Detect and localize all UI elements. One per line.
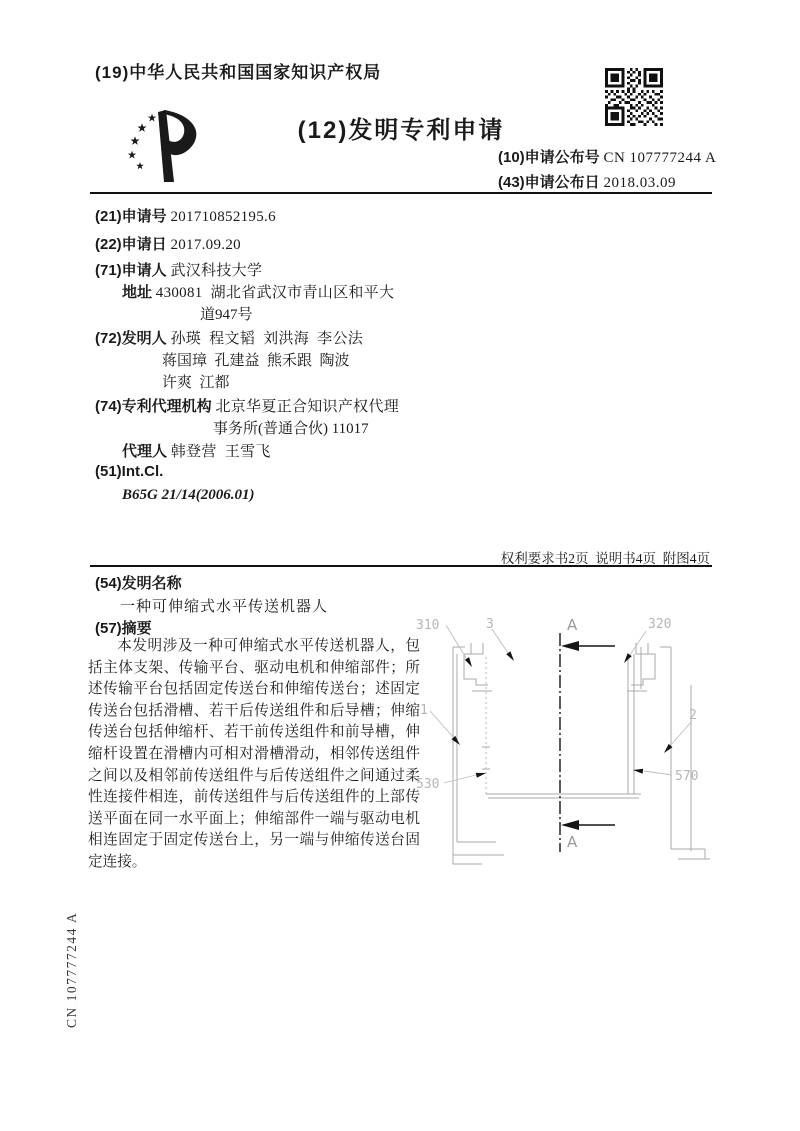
address-line1: 430081 湖北省武汉市青山区和平大 (155, 285, 395, 301)
invention-title: 一种可伸缩式水平传送机器人 (120, 599, 329, 615)
agency-label: (74)专利代理机构 (95, 398, 212, 415)
section-divider (90, 565, 712, 567)
inventors-row (95, 327, 363, 348)
header-divider (90, 192, 712, 194)
inventors-line3: 许爽 江都 (162, 375, 230, 391)
figure-label-1: 1 (420, 703, 428, 718)
address-label: 地址 (122, 284, 153, 301)
inventors-line2: 蒋国璋 孔建益 熊禾跟 陶波 (162, 353, 350, 369)
issuing-office: (19)中华人民共和国国家知识产权局 (95, 63, 382, 82)
publication-number-label: (10)申请公布号 (498, 149, 600, 166)
address-row (122, 281, 394, 302)
applicant-value: 武汉科技大学 (170, 263, 263, 279)
side-publication-code: CN 107777244 A (64, 911, 79, 1028)
pages-info: 权利要求书2页 说明书4页 附图4页 (500, 551, 710, 566)
qr-code-icon (605, 68, 663, 131)
abstract-text: 本发明涉及一种可伸缩式水平传送机器人，包括主体支架、传输平台、驱动电机和伸缩部件；所述传输平台包括固定传送台和伸缩传送台；述固定传送台包括滑槽、若干后传送组件和后导槽；伸缩传送台包括伸缩杆、若干前传送组件和前导槽，伸缩杆设置在滑槽内可相对滑槽滑动，相邻传送组件之间以及相邻前传送组件与后传送组件之间通过柔性连接件相连，前传送组件与后传送组件的上部传送平面在同一水平面上；伸缩部件一端与驱动电机相连固定于固定传送台上，另一端与伸缩传送台固定连接。 (88, 638, 420, 870)
figure-label-2: 2 (689, 708, 697, 723)
agency-line2: 事务所(普通合伙) 11017 (213, 421, 369, 437)
document-type-title: (12)发明专利申请 (297, 117, 505, 144)
intcl-label: (51)Int.Cl. (95, 463, 164, 480)
figure-section-letter-bottom: A (567, 833, 578, 851)
figure-label-530: 530 (416, 777, 440, 792)
application-number-value: 201710852195.6 (170, 209, 276, 225)
publication-date-label: (43)申请公布日 (498, 174, 600, 191)
inventors-line1: 孙瑛 程文韬 刘洪海 李公法 (170, 331, 364, 347)
patent-figure-drawing (408, 597, 712, 884)
applicant-label: (71)申请人 (95, 262, 167, 279)
agency-row (95, 395, 399, 416)
abstract-section-label: (57)摘要 (95, 620, 152, 637)
application-number-row (95, 205, 276, 226)
application-date-value: 2017.09.20 (170, 237, 241, 253)
publication-date-value: 2018.03.09 (603, 175, 676, 191)
application-date-label: (22)申请日 (95, 236, 167, 253)
publication-number-line (498, 146, 716, 167)
inventors-label: (72)发明人 (95, 330, 167, 347)
applicant-row (95, 259, 262, 280)
application-date-row (95, 233, 241, 254)
agent-names: 韩登营 王雪飞 (170, 444, 271, 460)
intcl-value: B65G 21/14(2006.01) (122, 487, 255, 503)
application-number-label: (21)申请号 (95, 208, 167, 225)
figure-label-320: 320 (648, 617, 672, 632)
figure-label-310: 310 (416, 618, 440, 633)
agency-line1: 北京华夏正合知识产权代理 (215, 399, 400, 415)
patent-figure (408, 597, 712, 889)
figure-section-letter-top: A (567, 616, 578, 634)
figure-label-3: 3 (486, 617, 494, 632)
address-line2: 道947号 (200, 307, 253, 323)
title-section-label: (54)发明名称 (95, 575, 182, 592)
agent-label: 代理人 (122, 443, 168, 460)
qr-code-graphic (605, 68, 663, 126)
publication-date-line (498, 171, 676, 192)
agent-row (122, 440, 271, 461)
figure-label-570: 570 (675, 769, 699, 784)
publication-number-value: CN 107777244 A (603, 150, 717, 166)
